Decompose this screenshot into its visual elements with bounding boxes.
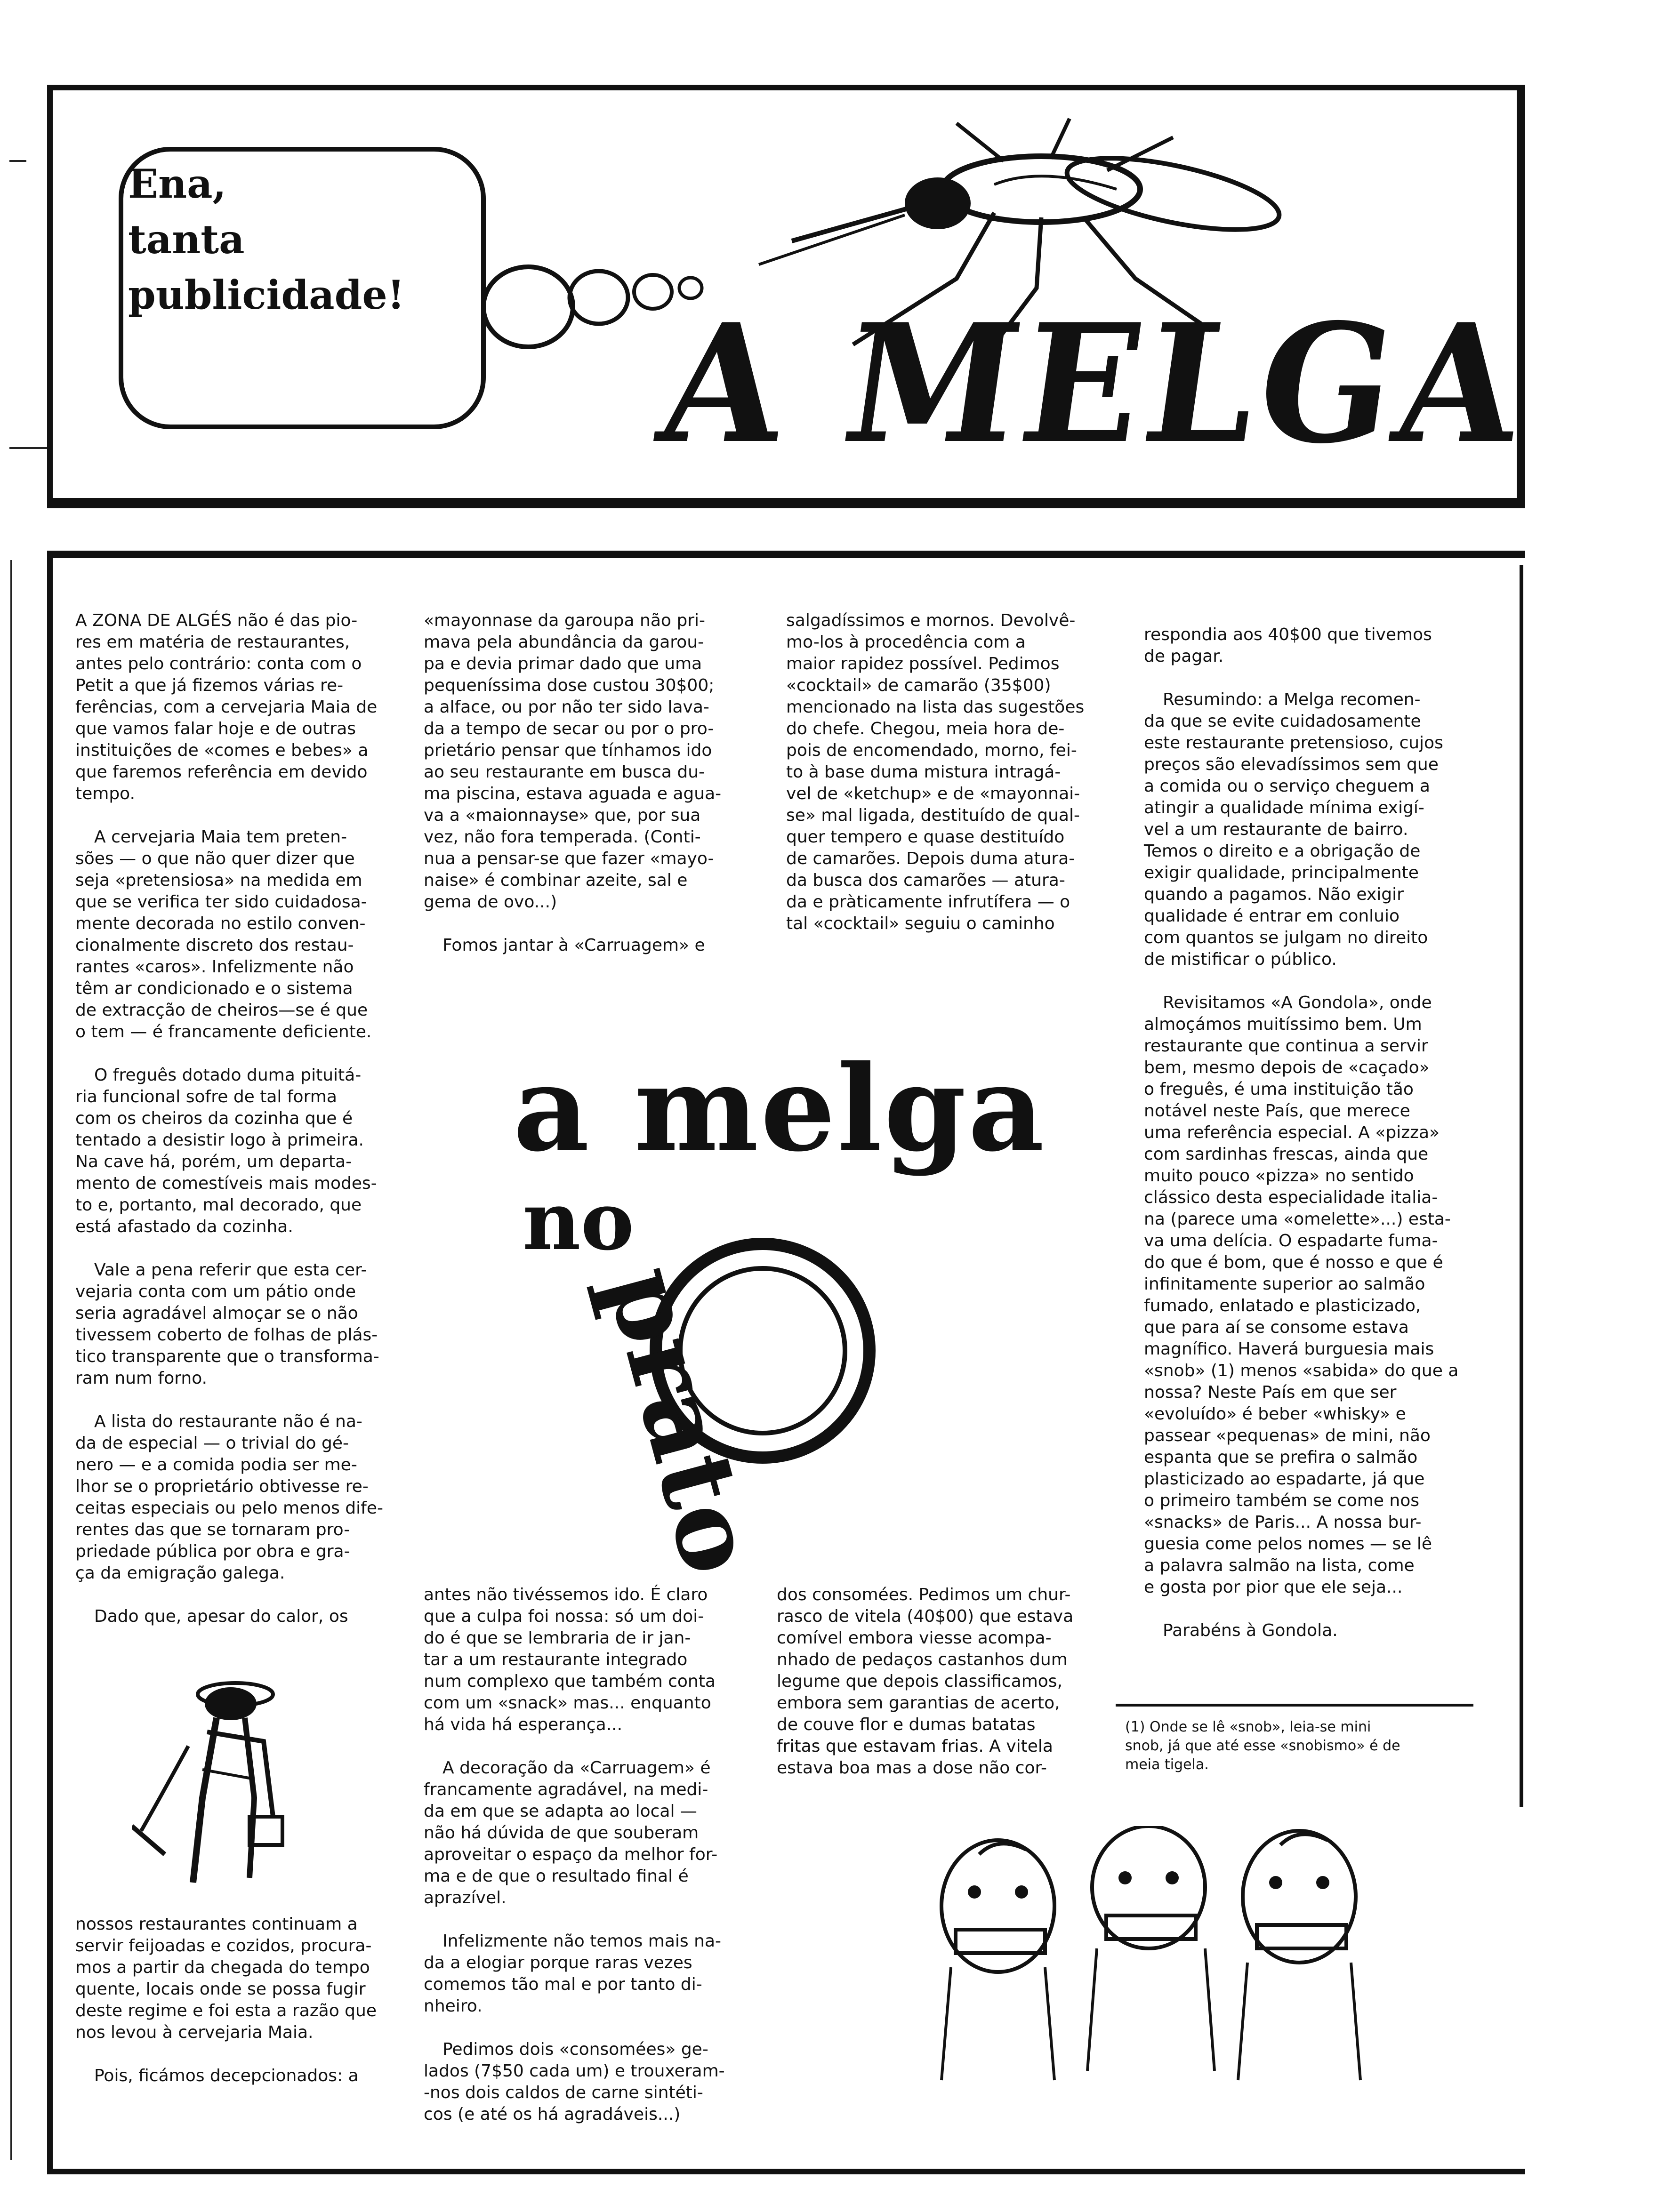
- masthead-box: [47, 85, 1536, 508]
- column-2-top: [424, 588, 748, 978]
- paragraph: Dado que, apesar do calor, os: [94, 1607, 348, 1626]
- margin-mark: [10, 560, 12, 2160]
- footnote-rule: [1116, 1704, 1473, 1707]
- paragraph: «mayonnase da garoupa não pri- mava pela abundância da garou- pa e devia primar dado que uma pequeníssima dose custou 30$00; a alface, ou por não ter sido lava- da a tempo de secar ou por o pro- prietário pensar que tínhamos ido ao seu restaurante em busca du- ma piscina, estava aguada e agua- va a «maionnayse» que, por sua vez, não fora temperada. (Conti- nua a pensar-se que fazer «mayo- naise» é combinar azeite, sal e gema de ovo...): [424, 611, 722, 912]
- paragraph: Vale a pena referir que esta cer- vejaria conta com um pátio onde seria agradável almoçar se o não tivessem coberto de folhas de plás- tico transparente que o transforma- ram num forno.: [75, 1260, 379, 1388]
- paragraph: Fomos jantar à «Carruagem» e: [442, 936, 705, 955]
- paragraph: Parabéns à Gondola.: [1163, 1621, 1338, 1640]
- column-4: [1144, 602, 1459, 1663]
- paragraph: respondia aos 40$00 que tivemos de pagar.: [1144, 625, 1432, 666]
- masthead-title: A MELGA: [649, 288, 1536, 480]
- paragraph: Resumindo: a Melga recomen- da que se evite cuidadosamente este restaurante pretensioso, cujos preços são elevadíssimos sem que a comida ou o serviço cheguem a atingir a qualidade mínima exigí- vel a um restaurante de bairro. Temos o direito e a obrigação de exigir qualidade, principalmente quando a pagamos. Não exigir qualidade é entrar em conluio com quantos se julgam no direito de mistificar o público.: [1144, 690, 1443, 969]
- paragraph: dos consomées. Pedimos um chur- rasco de vitela (40$00) que estava comível embora viesse acompa- nhado de pedaços castanhos dum legume que depois classificamos, embora sem garantias de acerto, de couve flor e dumas batatas fritas que estavam frias. A vitela estava boa mas a dose não cor-: [777, 1585, 1074, 1778]
- bubble-line: tanta: [128, 216, 245, 263]
- paragraph: A cervejaria Maia tem preten- sões — o que não quer dizer que seja «pretensiosa» na medida em que se verifica ter sido cuidadosa- mente decorada no estilo conven- cionalmente discreto dos restau- rantes «caros». Infelizmente não têm ar condicionado e o sistema de extracção de cheiros—se é que o tem — é francamente deficiente.: [75, 827, 372, 1042]
- paragraph: Infelizmente não temos mais na- da a elogiar porque raras vezes comemos tão mal e por tanto di- nheiro.: [424, 1931, 721, 2016]
- paragraph: A ZONA DE ALGÉS não é das pio- res em matéria de restaurantes, antes pelo contrário: conta com o Petit a que já fizemos várias re- ferências, com a cervejaria Maia de que vamos falar hoje e de outras instituições de «comes e bebes» a que faremos referência em devido tempo.: [75, 611, 378, 803]
- paragraph: A lista do restaurante não é na- da de especial — o trivial do gé- nero — e a comida podia ser me- lhor se o proprietário obtivesse re- ceitas especiais ou pelo menos dife- rentes das que se tornaram pro- priedade pública por obra e gra- ça da emigração galega.: [75, 1412, 383, 1583]
- feature-subtitle: no: [523, 1174, 634, 1268]
- paragraph: antes não tivéssemos ido. É claro que a culpa foi nossa: só um doi- do é que se lembraria de ir jan- tar a um restaurante integrado num complexo que também conta com um «snack» mas... enquanto há vida há esperança...: [424, 1585, 716, 1734]
- column-3-bottom: [777, 1563, 1106, 1801]
- column-3-top: [786, 588, 1111, 956]
- paragraph: Pois, ficámos decepcionados: a: [94, 2066, 359, 2085]
- feature-title: a melga: [513, 1039, 1046, 1178]
- paragraph: Pedimos dois «consomées» ge- lados (7$50 cada um) e trouxeram- -nos dois caldos de carne sintéti- cos (e até os há agradáveis...): [424, 2040, 725, 2124]
- footnote: (1) Onde se lê «snob», leia-se mini snob, já que até esse «snobismo» é de meia tigela.: [1125, 1719, 1400, 1773]
- column-1-top: [75, 588, 424, 1649]
- article-top-rule: [47, 551, 1525, 558]
- waiter-illustration: [132, 1675, 339, 1892]
- paragraph: salgadíssimos e mornos. Devolvê- mo-los à procedência com a maior rapidez possível. Pedimos «cocktail» de camarão (35$00) mencionado na lista das sugestões do chefe. Chegou, meia hora de- pois de encomendado, morno, fei- to à base duma mistura intragá- vel de «ketchup» e de «mayonnai- se» mal ligada, destituído de qual- quer tempero e quase destituído de camarões. Depois duma atura- da busca dos camarões — atura- da e pràticamente infrutífera — o tal «cocktail» seguiu o caminho: [786, 611, 1085, 933]
- paragraph: O freguês dotado duma pituitá- ria funcional sofre de tal forma com os cheiros da cozinha que é tentado a desistir logo à primeira. Na cave há, porém, um departa- mento de comestíveis mais modes- to e, portanto, mal decorado, que está afastado da cozinha.: [75, 1066, 377, 1236]
- column-1-bottom: [75, 1892, 424, 2108]
- margin-mark: [9, 160, 26, 162]
- article-bottom-rule: [47, 2169, 1525, 2174]
- column-2-bottom: [424, 1563, 748, 2147]
- paragraph: nossos restaurantes continuam a servir feijoadas e cozidos, procura- mos a partir da chegada do tempo quente, locais onde se possa fugir deste regime e foi esta a razão que nos levou à cervejaria Maia.: [75, 1915, 377, 2042]
- bubble-text: [128, 156, 405, 323]
- article-right-rule: [1520, 565, 1523, 1807]
- bubble-line: publicidade!: [128, 272, 405, 318]
- bubble-line: Ena,: [128, 160, 226, 207]
- feature-word-prato: prato: [583, 1254, 782, 1587]
- diners-illustration: [923, 1826, 1393, 2090]
- article-left-rule: [47, 551, 53, 2174]
- margin-mark: [9, 447, 47, 449]
- paragraph: A decoração da «Carruagem» é francamente agradável, na medi- da em que se adapta ao local — não há dúvida de que souberam aproveitar o espaço da melhor for- ma e de que o resultado final é aprazível.: [424, 1758, 718, 1907]
- paragraph: Revisitamos «A Gondola», onde almoçámos muitíssimo bem. Um restaurante que continua a servir bem, mesmo depois de «caçado» o freguês, é uma instituição tão notável neste País, que merece uma referência especial. A «pizza» com sardinhas frescas, ainda que muito pouco «pizza» no sentido clássico desta especialidade italia- na (parece uma «omelette»...) esta- va uma delícia. O espadarte fuma- do que é bom, que é nosso e que é infinitamente superior ao salmão fumado, enlatado e plasticizado, que para aí se consome estava magnífico. Haverá burguesia mais «snob» (1) menos «sabida» do que a nossa? Neste País em que ser «evoluído» é beber «whisky» e passear «pequenas» de mini, não espanta que se prefira o salmão plasticizado ao espadarte, já que o primeiro também se come nos «snacks» de Paris... A nossa bur- guesia come pelos nomes — se lê a palavra salmão na lista, come e gosta por pior que ele seja...: [1144, 993, 1459, 1597]
